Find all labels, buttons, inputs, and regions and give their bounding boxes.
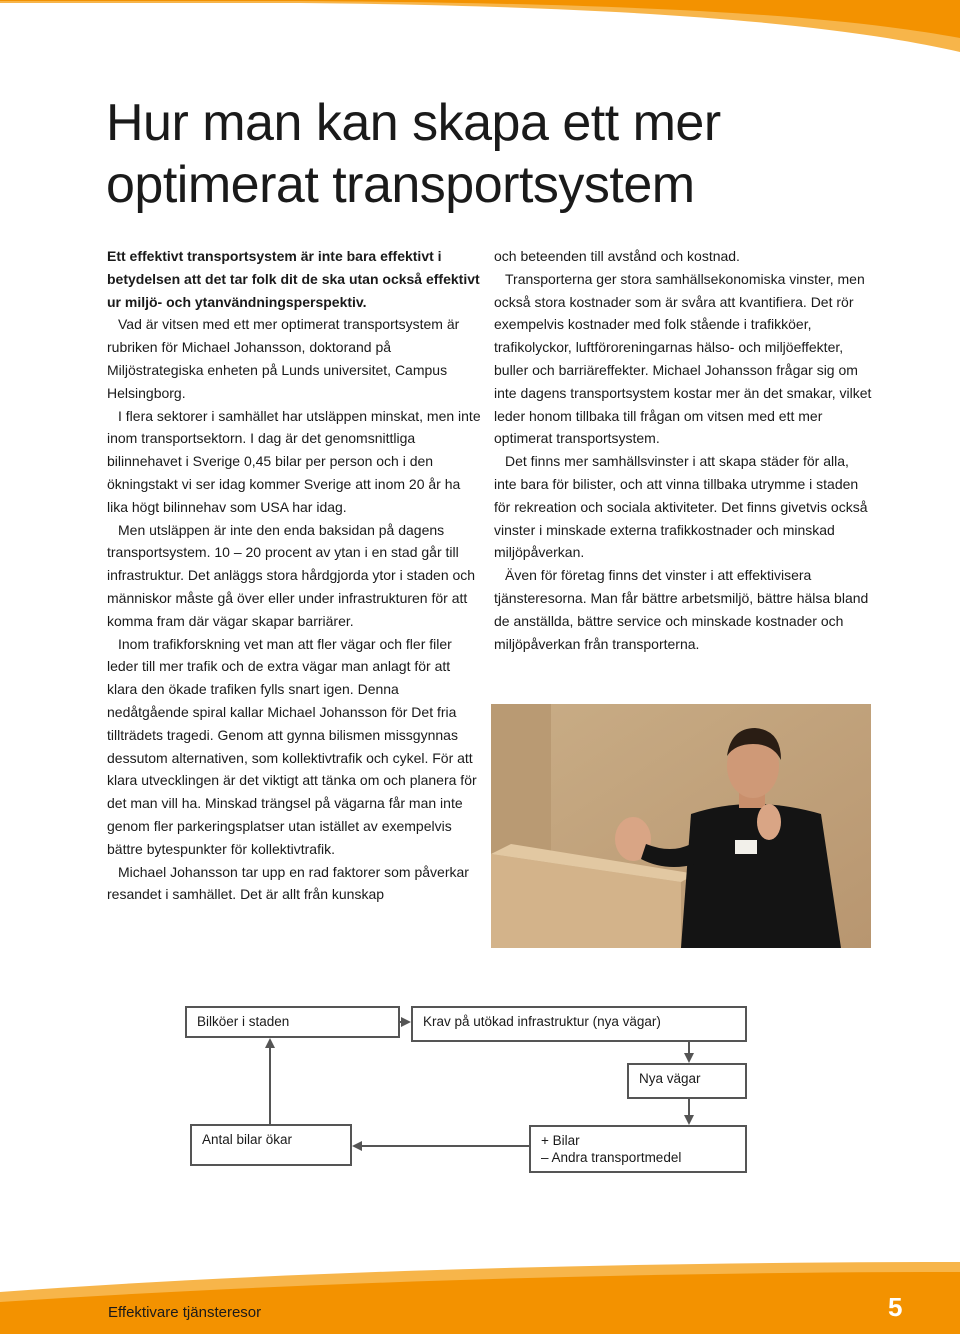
article-column-right: [494, 245, 874, 655]
diagram-box-bilkoer: [185, 1006, 400, 1038]
title-line-1: Hur man kan skapa ett mer: [106, 94, 721, 152]
top-orange-stripe: [0, 0, 960, 60]
diagram-box-antal-bilar: [190, 1124, 352, 1166]
diagram-box-krav-infrastruktur: [411, 1006, 747, 1042]
lead-paragraph: Ett effektivt transportsystem är inte bara effektivt i betydelsen att det tar folk dit de ska utan också effektivt ur miljö- och ytanvändningsperspektiv.: [107, 248, 480, 310]
body-paragraph: Michael Johansson tar upp en rad faktorer som påverkar resandet i samhället. Det är allt från kunskap: [107, 863, 469, 903]
page-title: [106, 92, 906, 216]
article-column-left: [107, 245, 483, 906]
page-number: 5: [888, 1292, 903, 1322]
diagram-box-label: Bilköer i staden: [197, 1014, 290, 1029]
body-paragraph: I flera sektorer i samhället har utsläppen minskat, men inte inom transportsektorn. I dag är det genomsnittliga bilinnehavet i Sverige 0,45 bilar per person och i den ökningstakt vi ser idag kommer Sverige att inom 20 år ha lika högt bilinnehav som USA har idag.: [107, 407, 481, 515]
body-paragraph: Inom trafikforskning vet man att fler vägar och fler filer leder till mer trafik och de extra vägar man anlagt för att klara den ökade trafiken fylls snart igen. Denna nedåtgående spiral kallar Michael Johansson för Det fria tillträdets tragedi. Genom att gynna bilismen missgynnas dessutom alternativen, som kollektivtrafik och cykel. För att klara utvecklingen är det viktigt att tänka om och planera för det man vill ha. Minskad trängsel på vägarna får man inte genom fler parkeringsplatser utan istället av exempelvis bättre bytespunkter för kollektivtrafik.: [107, 635, 477, 857]
diagram-box-line-1: + Bilar: [541, 1133, 580, 1148]
diagram-box-line-2: – Andra transportmedel: [541, 1150, 682, 1165]
diagram-box-bilar-transportmedel: [529, 1125, 747, 1173]
body-paragraph: Det finns mer samhällsvinster i att skapa städer för alla, inte bara för bilister, och att vinna tillbaka utrymme i staden för rekreation och sociala aktiviteter. Det finns givetvis också vinster i minskade externa trafikkostnader och minskad miljöpåverkan.: [494, 453, 868, 561]
diagram-box-label: Krav på utökad infrastruktur (nya vägar): [423, 1014, 661, 1029]
footer-section-label: Effektivare tjänsteresor: [108, 1304, 262, 1321]
diagram-box-label: Nya vägar: [639, 1071, 701, 1086]
title-line-2: optimerat transportsystem: [106, 156, 695, 214]
body-paragraph: Även för företag finns det vinster i att effektivisera tjänsteresorna. Man får bättre arbetsmiljö, bättre hälsa bland de anställda, bättre service och minskade kostnader och miljöpåverkan från transporterna.: [494, 567, 869, 652]
body-paragraph: Vad är vitsen med ett mer optimerat transportsystem är rubriken för Michael Johansson, doktorand på Miljöstrategiska enheten på Lunds universitet, Campus Helsingborg.: [107, 316, 460, 401]
body-paragraph: Transporterna ger stora samhällsekonomiska vinster, men också stora kostnader som är svåra att kvantifiera. Det rör exempelvis kostnader med folk stående i trafikköer, trafikolyckor, luftföroreningarnas hälso- och miljöeffekter, buller och barriäreffekter. Michael Johansson frågar sig om inte dagens transportsystem kostar mer än det smakar, vilket leder honom tillbaka till frågan om vitsen med ett mer optimerat transportsystem.: [494, 270, 872, 447]
diagram-box-label: Antal bilar ökar: [202, 1132, 293, 1147]
footer-orange-band: [0, 1262, 960, 1334]
speaker-photo: [491, 704, 871, 948]
body-paragraph: Men utsläppen är inte den enda baksidan på dagens transportsystem. 10 – 20 procent av ytan i en stad går till infrastruktur. Det anläggs stora hårdgjorda ytor i staden och människor måste gå över eller under infrastrukturen för att komma fram där vägar skapar barriärer.: [107, 521, 476, 629]
body-paragraph: och beteenden till avstånd och kostnad.: [494, 248, 740, 264]
diagram-box-nya-vagar: [627, 1063, 747, 1099]
